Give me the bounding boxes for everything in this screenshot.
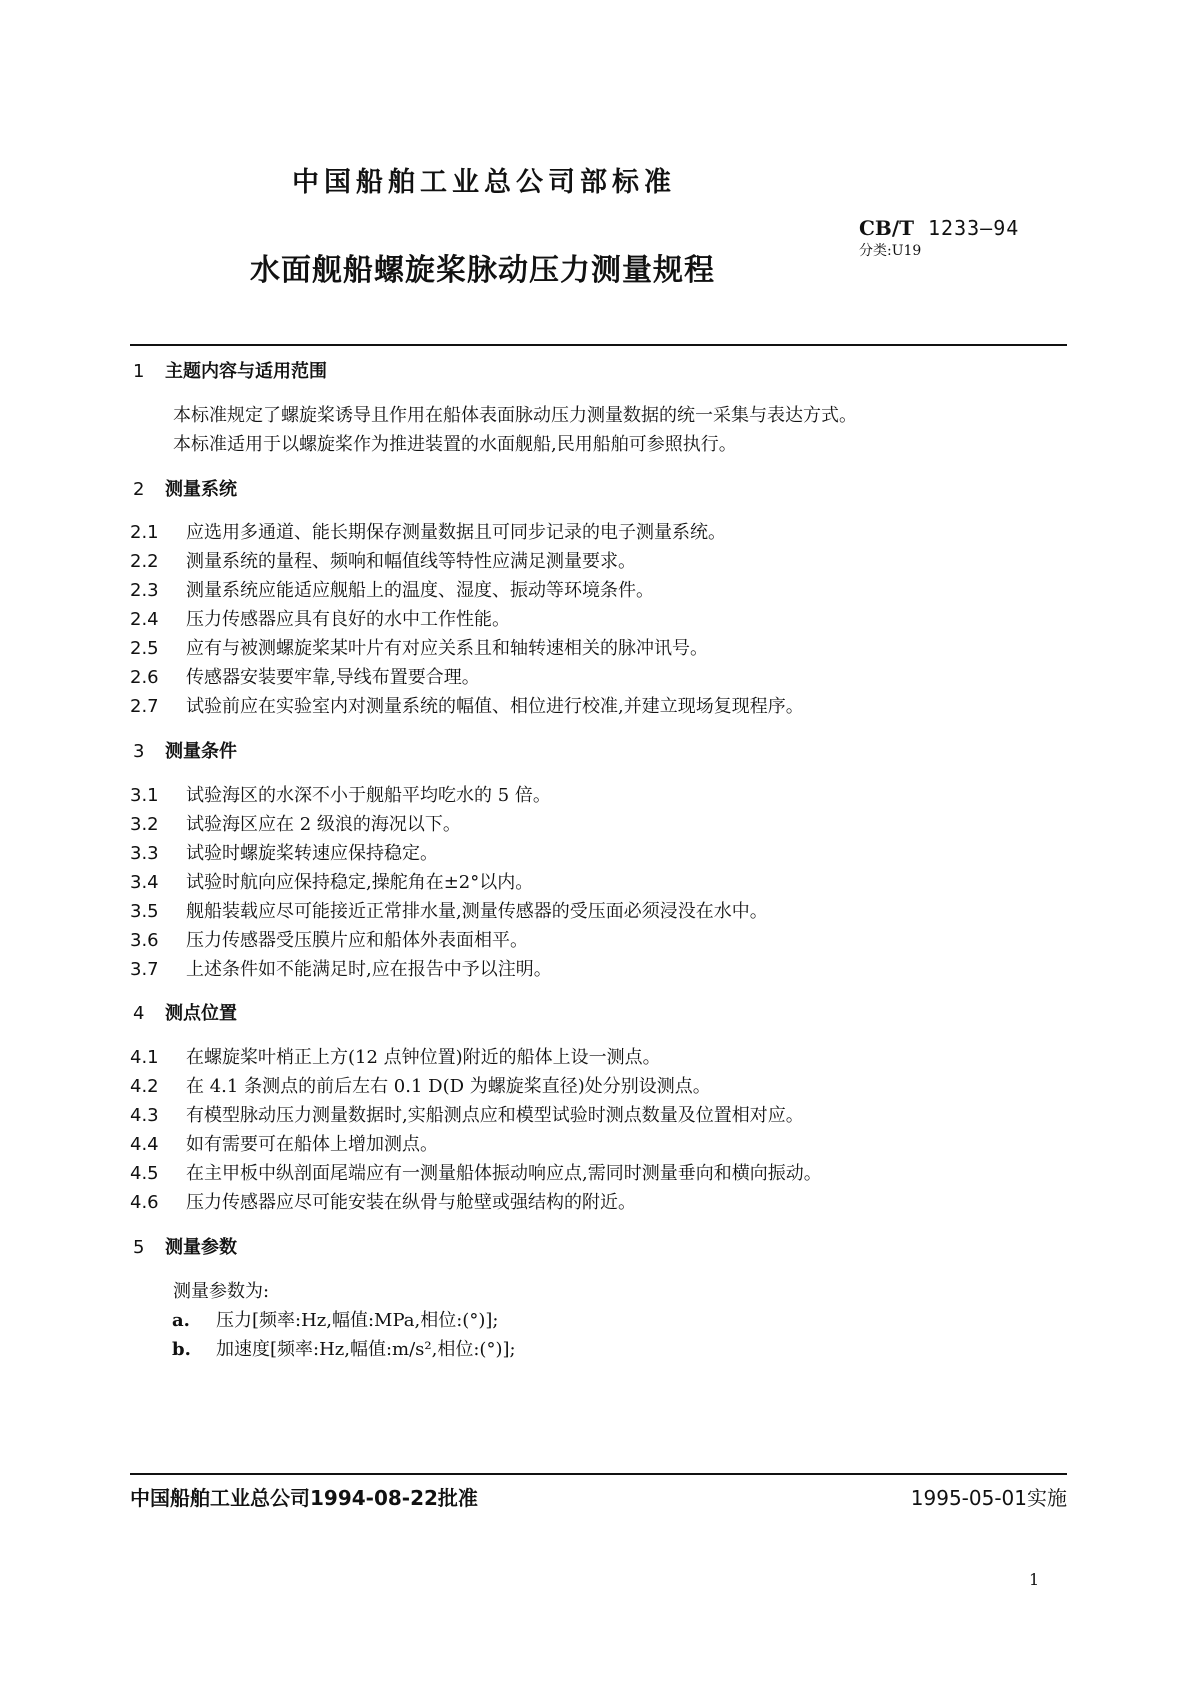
section-heading-1: 1 主题内容与适用范围 [133,361,327,382]
paragraph: 测量参数为: [173,1281,270,1302]
section-heading-2: 2 测量系统 [133,479,237,500]
clause-item: 3.6 压力传感器受压膜片应和船体外表面相平。 [130,930,528,951]
issuing-organization: 中国船舶工业总公司部标准 [292,167,676,198]
footer-rule [130,1473,1067,1475]
clause-item: 2.5 应有与被测螺旋桨某叶片有对应关系且和轴转速相关的脉冲讯号。 [130,638,708,659]
clause-item: 3.2 试验海区应在 2 级浪的海况以下。 [130,814,461,835]
standard-prefix: CB/T [859,216,915,240]
clause-item: 3.7 上述条件如不能满足时,应在报告中予以注明。 [130,959,552,980]
list-item: b. 加速度[频率:Hz,幅值:m/s²,相位:(°)]; [172,1339,516,1360]
document-title: 水面舰船螺旋桨脉动压力测量规程 [250,253,715,288]
clause-item: 2.2 测量系统的量程、频响和幅值线等特性应满足测量要求。 [130,551,636,572]
clause-item: 3.5 舰船装载应尽可能接近正常排水量,测量传感器的受压面必须浸没在水中。 [130,901,768,922]
clause-item: 4.6 压力传感器应尽可能安装在纵骨与舱壁或强结构的附近。 [130,1192,636,1213]
clause-item: 2.6 传感器安装要牢靠,导线布置要合理。 [130,667,480,688]
paragraph: 本标准适用于以螺旋桨作为推进装置的水面舰船,民用船舶可参照执行。 [173,434,737,455]
clause-item: 4.5 在主甲板中纵剖面尾端应有一测量船体振动响应点,需同时测量垂向和横向振动。 [130,1163,822,1184]
clause-item: 3.4 试验时航向应保持稳定,操舵角在±2°以内。 [130,872,534,893]
approval-date: 中国船舶工业总公司1994-08-22批准 [130,1486,478,1510]
clause-item: 2.7 试验前应在实验室内对测量系统的幅值、相位进行校准,并建立现场复现程序。 [130,696,804,717]
clause-item: 2.4 压力传感器应具有良好的水中工作性能。 [130,609,510,630]
implementation-date: 1995-05-01实施 [910,1486,1067,1510]
clause-item: 3.3 试验时螺旋桨转速应保持稳定。 [130,843,438,864]
page-number: 1 [1029,1570,1040,1589]
classification: 分类:U19 [859,243,922,259]
list-item: a. 压力[频率:Hz,幅值:MPa,相位:(°)]; [172,1310,499,1331]
paragraph: 本标准规定了螺旋桨诱导且作用在船体表面脉动压力测量数据的统一采集与表达方式。 [173,405,857,426]
clause-item: 4.2 在 4.1 条测点的前后左右 0.1 D(D 为螺旋桨直径)处分别设测点。 [130,1076,711,1097]
clause-item: 3.1 试验海区的水深不小于舰船平均吃水的 5 倍。 [130,785,551,806]
clause-item: 2.3 测量系统应能适应舰船上的温度、湿度、振动等环境条件。 [130,580,654,601]
clause-item: 2.1 应选用多通道、能长期保存测量数据且可同步记录的电子测量系统。 [130,522,726,543]
section-heading-4: 4 测点位置 [133,1003,237,1024]
standard-code: 1233—94 [928,216,1020,240]
standard-number [859,216,1019,240]
section-heading-3: 3 测量条件 [133,741,237,762]
section-heading-5: 5 测量参数 [133,1237,237,1258]
clause-item: 4.3 有模型脉动压力测量数据时,实船测点应和模型试验时测点数量及位置相对应。 [130,1105,804,1126]
clause-item: 4.4 如有需要可在船体上增加测点。 [130,1134,438,1155]
header-rule [130,344,1067,346]
clause-item: 4.1 在螺旋桨叶梢正上方(12 点钟位置)附近的船体上设一测点。 [130,1047,661,1068]
